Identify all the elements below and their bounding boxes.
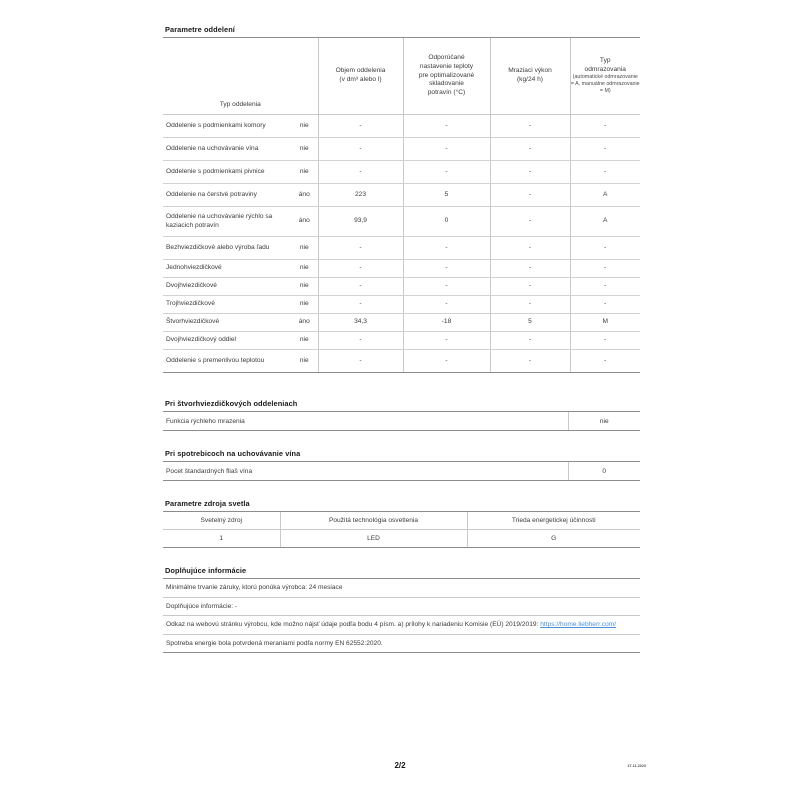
header-temp-line1: Odporúčané <box>428 54 465 62</box>
warranty-info: Minimálne trvanie záruky, ktorú ponúka výrobca: 24 mesiace <box>163 579 640 598</box>
compartment-label: Oddelenie s podmienkami pivnice <box>163 161 291 184</box>
compartment-volume: - <box>318 260 403 278</box>
table-row <box>163 462 640 481</box>
table-row <box>163 138 640 161</box>
compartment-defrost: - <box>570 237 640 260</box>
light-section-title: Parametre zdroja svetla <box>165 499 250 508</box>
manufacturer-website-row <box>163 616 640 635</box>
compartment-label: Oddelenie na čerstvé potraviny <box>163 184 291 207</box>
header-type: Typ oddelenia <box>163 38 318 115</box>
header-temperature <box>403 38 490 115</box>
compartment-present: nie <box>291 161 318 184</box>
compartment-temperature: - <box>403 278 490 296</box>
list-item <box>163 616 640 635</box>
header-volume-line1: Objem oddelenia <box>335 67 386 75</box>
compartment-present: nie <box>291 260 318 278</box>
compartment-freezing: - <box>490 115 570 138</box>
table-row <box>163 237 640 260</box>
wine-table <box>163 461 640 481</box>
compartment-label: Oddelenie s premenlivou teplotou <box>163 350 291 373</box>
compartment-defrost: - <box>570 260 640 278</box>
light-header-technology: Použitá technológia osvetlenia <box>280 512 467 530</box>
light-value-technology: LED <box>280 530 467 548</box>
compartment-defrost: - <box>570 296 640 314</box>
additional-section-title: Doplňujúce informácie <box>165 566 247 575</box>
compartment-defrost: - <box>570 332 640 350</box>
compartment-volume: - <box>318 237 403 260</box>
compartment-temperature: -18 <box>403 314 490 332</box>
compartment-present: nie <box>291 350 318 373</box>
compartment-present: nie <box>291 332 318 350</box>
energy-standard-note: Spotreba energie bola potvrdená meraniami podľa normy EN 62552:2020. <box>163 634 640 653</box>
additional-info-note: Doplňujúce informácie: - <box>163 597 640 616</box>
compartment-freezing: - <box>490 237 570 260</box>
four-star-row-label: Funkcia rýchleho mrazenia <box>163 412 568 431</box>
compartment-freezing: 5 <box>490 314 570 332</box>
compartment-freezing: - <box>490 296 570 314</box>
light-value-row <box>163 530 640 548</box>
compartment-section-title: Parametre oddelení <box>165 25 235 34</box>
compartment-defrost: - <box>570 138 640 161</box>
spacer-after-four-star <box>163 431 640 449</box>
table-row <box>163 412 640 431</box>
compartment-label: Oddelenie na uchovávanie vína <box>163 138 291 161</box>
compartment-volume: 223 <box>318 184 403 207</box>
compartment-label: Oddelenie na uchovávanie rýchlo sa kaziacich potravín <box>163 207 291 237</box>
compartment-freezing: - <box>490 260 570 278</box>
compartment-parameters-table <box>163 37 640 373</box>
compartment-defrost: - <box>570 350 640 373</box>
compartment-volume: - <box>318 332 403 350</box>
spacer-after-compartments <box>163 373 640 399</box>
table-header-row <box>163 38 640 115</box>
header-freezing-line1: Mraziaci výkon <box>508 67 552 75</box>
compartment-volume: - <box>318 161 403 184</box>
compartment-present: áno <box>291 184 318 207</box>
compartment-temperature: 0 <box>403 207 490 237</box>
compartment-present: nie <box>291 296 318 314</box>
table-row <box>163 161 640 184</box>
compartment-label: Štvorhviezdičkové <box>163 314 291 332</box>
compartment-temperature: - <box>403 138 490 161</box>
compartment-present: nie <box>291 278 318 296</box>
list-item <box>163 597 640 616</box>
compartment-temperature: - <box>403 237 490 260</box>
compartment-defrost: - <box>570 115 640 138</box>
compartment-freezing: - <box>490 278 570 296</box>
header-volume <box>318 38 403 115</box>
compartment-volume: - <box>318 296 403 314</box>
compartment-defrost: - <box>570 278 640 296</box>
header-defrost-subtext: (automatické odmrazovanie = A, manuálne odmrazovanie = M) <box>570 74 640 95</box>
spacer-after-light <box>163 548 640 566</box>
light-value-source: 1 <box>163 530 280 548</box>
table-row <box>163 314 640 332</box>
table-row <box>163 296 640 314</box>
compartment-volume: - <box>318 350 403 373</box>
page-number: 2/2 <box>394 761 406 770</box>
compartment-present: áno <box>291 314 318 332</box>
header-defrost-type <box>570 38 640 115</box>
compartment-freezing: - <box>490 184 570 207</box>
document-date: 27.11.2023 <box>627 764 646 768</box>
table-row <box>163 115 640 138</box>
wine-section-title: Pri spotrebicoch na uchovávanie vína <box>165 449 301 458</box>
compartment-label: Bezhviezdičkové alebo výroba ľadu <box>163 237 291 260</box>
compartment-defrost: A <box>570 184 640 207</box>
compartment-present: áno <box>291 207 318 237</box>
table-row <box>163 207 640 237</box>
header-defrost-line1: Typ <box>599 56 611 64</box>
header-temp-line2: nastavenie teploty <box>419 62 474 70</box>
header-temp-line5: potravín (°C) <box>427 89 466 97</box>
compartment-volume: - <box>318 138 403 161</box>
website-row-prefix: Odkaz na webovú stránku výrobcu, kde možno nájsť údaje podľa bodu 4 písm. a) prílohy k nariadeniu Komisie (EÚ) 2019/2019: <box>166 621 541 629</box>
compartment-temperature: - <box>403 260 490 278</box>
header-defrost-line2: odmrazovania <box>584 65 626 73</box>
compartment-label: Jednohviezdičkové <box>163 260 291 278</box>
list-item <box>163 634 640 653</box>
additional-info-table <box>163 578 640 653</box>
document-content <box>163 25 640 653</box>
compartment-freezing: - <box>490 350 570 373</box>
four-star-row-value: nie <box>568 412 640 431</box>
four-star-section-title: Pri štvorhviezdičkových oddeleniach <box>165 399 298 408</box>
header-temp-line3: pre optimalizované <box>418 71 475 79</box>
compartment-present: nie <box>291 237 318 260</box>
compartment-volume: 93,9 <box>318 207 403 237</box>
compartment-freezing: - <box>490 332 570 350</box>
header-volume-line2: (v dm³ alebo l) <box>339 76 382 83</box>
wine-row-value: 0 <box>568 462 640 481</box>
compartment-defrost: A <box>570 207 640 237</box>
compartment-temperature: - <box>403 115 490 138</box>
compartment-label: Trojhviezdičkové <box>163 296 291 314</box>
compartment-present: nie <box>291 115 318 138</box>
compartment-freezing: - <box>490 161 570 184</box>
table-row <box>163 350 640 373</box>
compartment-freezing: - <box>490 207 570 237</box>
compartment-temperature: - <box>403 332 490 350</box>
table-row <box>163 184 640 207</box>
wine-row-label: Pocet štandardných fliaš vína <box>163 462 568 481</box>
compartment-temperature: 5 <box>403 184 490 207</box>
compartment-label: Oddelenie s podmienkami komory <box>163 115 291 138</box>
compartment-defrost: - <box>570 161 640 184</box>
compartment-label: Dvojhviezdičkové <box>163 278 291 296</box>
table-row <box>163 260 640 278</box>
light-header-row <box>163 512 640 530</box>
compartment-temperature: - <box>403 350 490 373</box>
list-item <box>163 579 640 598</box>
compartment-temperature: - <box>403 161 490 184</box>
header-freezing-line2: (kg/24 h) <box>516 76 544 83</box>
four-star-table <box>163 411 640 431</box>
compartment-volume: 34,3 <box>318 314 403 332</box>
manufacturer-website-link[interactable]: https://home.liebherr.com/ <box>540 621 617 629</box>
compartment-volume: - <box>318 115 403 138</box>
compartment-present: nie <box>291 138 318 161</box>
light-header-efficiency-class: Trieda energetickej účinnosti <box>467 512 640 530</box>
light-source-table <box>163 511 640 548</box>
compartment-label: Dvojhviezdičkový oddiel <box>163 332 291 350</box>
compartment-volume: - <box>318 278 403 296</box>
compartment-defrost: M <box>570 314 640 332</box>
light-header-source: Svetelný zdroj <box>163 512 280 530</box>
header-temp-line4: skladovanie <box>429 80 464 88</box>
compartment-freezing: - <box>490 138 570 161</box>
compartment-temperature: - <box>403 296 490 314</box>
table-row <box>163 332 640 350</box>
spacer-after-wine <box>163 481 640 499</box>
header-freezing-capacity <box>490 38 570 115</box>
light-value-efficiency-class: G <box>467 530 640 548</box>
table-row <box>163 278 640 296</box>
